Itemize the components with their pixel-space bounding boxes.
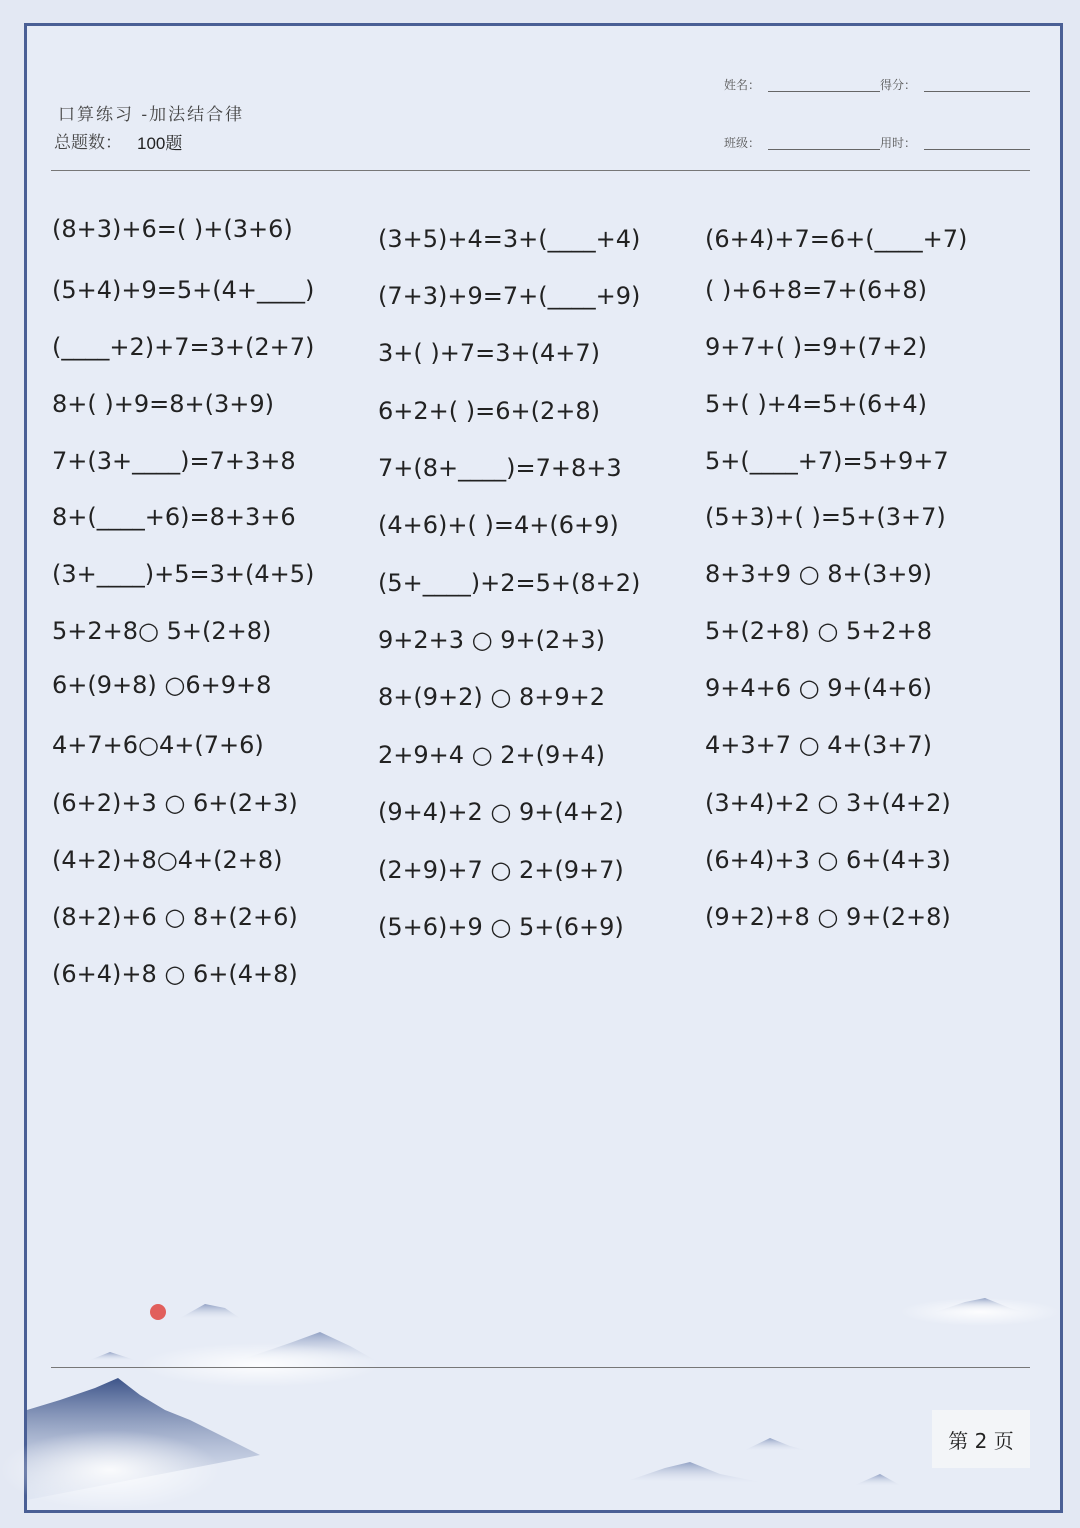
time-label: 用时： (880, 136, 917, 150)
problem-item: (5+____)+2=5+(8+2) (378, 569, 641, 597)
mountain-bottom-center (630, 1462, 760, 1482)
score-label: 得分： (880, 78, 917, 92)
problem-item: 9+4+6 ○ 9+(4+6) (705, 674, 932, 702)
red-sun (150, 1304, 166, 1320)
problem-item: 8+(9+2) ○ 8+9+2 (378, 683, 605, 711)
problem-item: (7+3)+9=7+(____+9) (378, 282, 641, 310)
problem-item: 3+( )+7=3+(4+7) (378, 339, 600, 367)
problem-item: (8+3)+6=( )+(3+6) (52, 215, 293, 243)
problem-item: 9+7+( )=9+(7+2) (705, 333, 927, 361)
problem-item: 4+3+7 ○ 4+(3+7) (705, 731, 932, 759)
problem-item: (6+4)+3 ○ 6+(4+3) (705, 846, 951, 874)
mountain-bottom-small (745, 1438, 805, 1450)
problem-item: (6+2)+3 ○ 6+(2+3) (52, 789, 298, 817)
problem-item: 8+(____+6)=8+3+6 (52, 503, 296, 531)
mountain-bottom-right (855, 1474, 900, 1485)
class-label: 班级： (724, 136, 761, 150)
problem-item: (5+6)+9 ○ 5+(6+9) (378, 913, 624, 941)
problem-item: 5+(2+8) ○ 5+2+8 (705, 617, 932, 645)
problem-item: 8+3+9 ○ 8+(3+9) (705, 560, 932, 588)
problem-item: 5+(____+7)=5+9+7 (705, 447, 949, 475)
problem-item: (6+4)+8 ○ 6+(4+8) (52, 960, 298, 988)
total-count-value: 100题 (137, 134, 183, 153)
problem-item: 5+( )+4=5+(6+4) (705, 390, 927, 418)
time-field[interactable] (924, 149, 1030, 150)
problem-item: 7+(3+____)=7+3+8 (52, 447, 296, 475)
name-label: 姓名： (724, 78, 761, 92)
problem-item: 6+(9+8) ○6+9+8 (52, 671, 272, 699)
page-number: 第 2 页 (932, 1410, 1030, 1468)
worksheet-title: 口算练习 -加法结合律 (58, 105, 245, 125)
problem-item: (3+5)+4=3+(____+4) (378, 225, 641, 253)
problem-item: (9+2)+8 ○ 9+(2+8) (705, 903, 951, 931)
score-field[interactable] (924, 91, 1030, 92)
problem-item: 5+2+8○ 5+(2+8) (52, 617, 272, 645)
problem-item: 2+9+4 ○ 2+(9+4) (378, 741, 605, 769)
problem-item: (9+4)+2 ○ 9+(4+2) (378, 798, 624, 826)
problem-item: (5+3)+( )=5+(3+7) (705, 503, 946, 531)
problem-item: (____+2)+7=3+(2+7) (52, 333, 315, 361)
problem-item: 9+2+3 ○ 9+(2+3) (378, 626, 605, 654)
mountain-small-left (90, 1352, 135, 1360)
problem-item: ( )+6+8=7+(6+8) (705, 276, 927, 304)
footer-divider (51, 1367, 1030, 1368)
problem-item: 6+2+( )=6+(2+8) (378, 397, 600, 425)
problem-item: (4+2)+8○4+(2+8) (52, 846, 283, 874)
header-divider (51, 170, 1030, 171)
problem-item: (8+2)+6 ○ 8+(2+6) (52, 903, 298, 931)
mountain-top (180, 1304, 240, 1318)
problem-item: (3+____)+5=3+(4+5) (52, 560, 315, 588)
class-field[interactable] (768, 149, 880, 150)
name-field[interactable] (768, 91, 880, 92)
problem-item: (5+4)+9=5+(4+____) (52, 276, 315, 304)
problem-item: (4+6)+( )=4+(6+9) (378, 511, 619, 539)
problem-item: 7+(8+____)=7+8+3 (378, 454, 622, 482)
problem-item: (3+4)+2 ○ 3+(4+2) (705, 789, 951, 817)
total-count-label: 总题数： (54, 133, 122, 153)
problem-item: (2+9)+7 ○ 2+(9+7) (378, 856, 624, 884)
problem-item: 8+( )+9=8+(3+9) (52, 390, 274, 418)
problem-item: 4+7+6○4+(7+6) (52, 731, 264, 759)
problem-item: (6+4)+7=6+(____+7) (705, 225, 968, 253)
